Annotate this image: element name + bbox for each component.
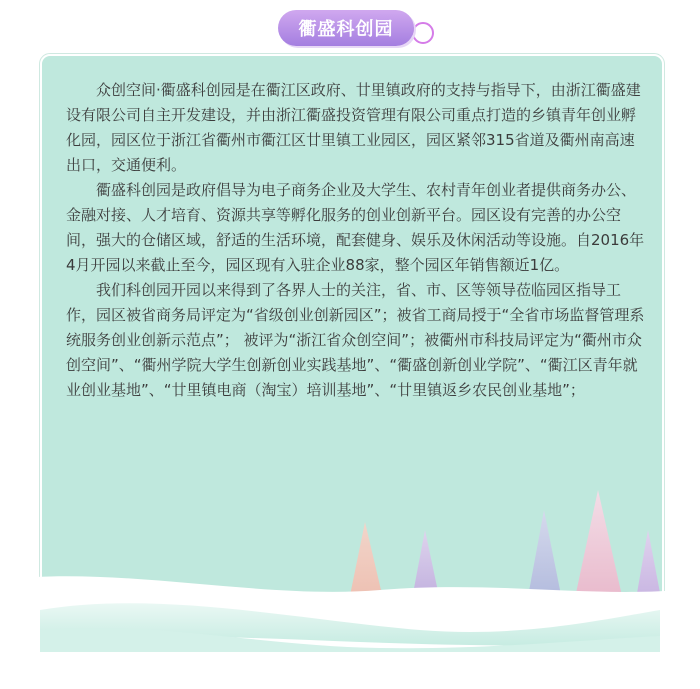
paragraph-services: 衢盛科创园是政府倡导为电子商务企业及大学生、农村青年创业者提供商务办公、金融对接、人才培育、资源共享等孵化服务的创业创新平台。园区设有完善的办公空间，强大的仓储区域，舒适的生活环境，配套健身、娱乐及休闲活动等设施。自2016年4月开园以来截止至今，园区现有入驻企业88家，整个园区年销售额近1亿。 <box>66 181 645 274</box>
article-body <box>66 78 646 403</box>
page-title: 衢盛科创园 <box>278 10 414 46</box>
paragraph-intro: 众创空间·衢盛科创园是在衢江区政府、廿里镇政府的支持与指导下，由浙江衢盛建设有限公司自主开发建设，并由浙江衢盛投资管理有限公司重点打造的乡镇青年创业孵化园，园区位于浙江省衢州市衢江区廿里镇工业园区，园区紧邻315省道及衢州南高速出口，交通便利。 <box>66 81 641 174</box>
snowy-tree-scenery-icon <box>0 470 700 689</box>
title-decoration-circle-icon <box>412 22 434 44</box>
paragraph-honors: 我们科创园开园以来得到了各界人士的关注，省、市、区等领导莅临园区指导工作，园区被省商务局评定为“省级创业创新园区”；被省工商局授于“全省市场监督管理系统服务创业创新示范点”； 被评为“浙江省众创空间”；被衢州市科技局评定为“衢州市众创空间”、“衢州学院大学生创新创业实践基地”、“衢盛创新创业学院”、“衢江区青年就业创业基地”、“廿里镇电商（淘宝）培训基地”、“廿里镇返乡农民创业基地”； <box>66 281 645 399</box>
